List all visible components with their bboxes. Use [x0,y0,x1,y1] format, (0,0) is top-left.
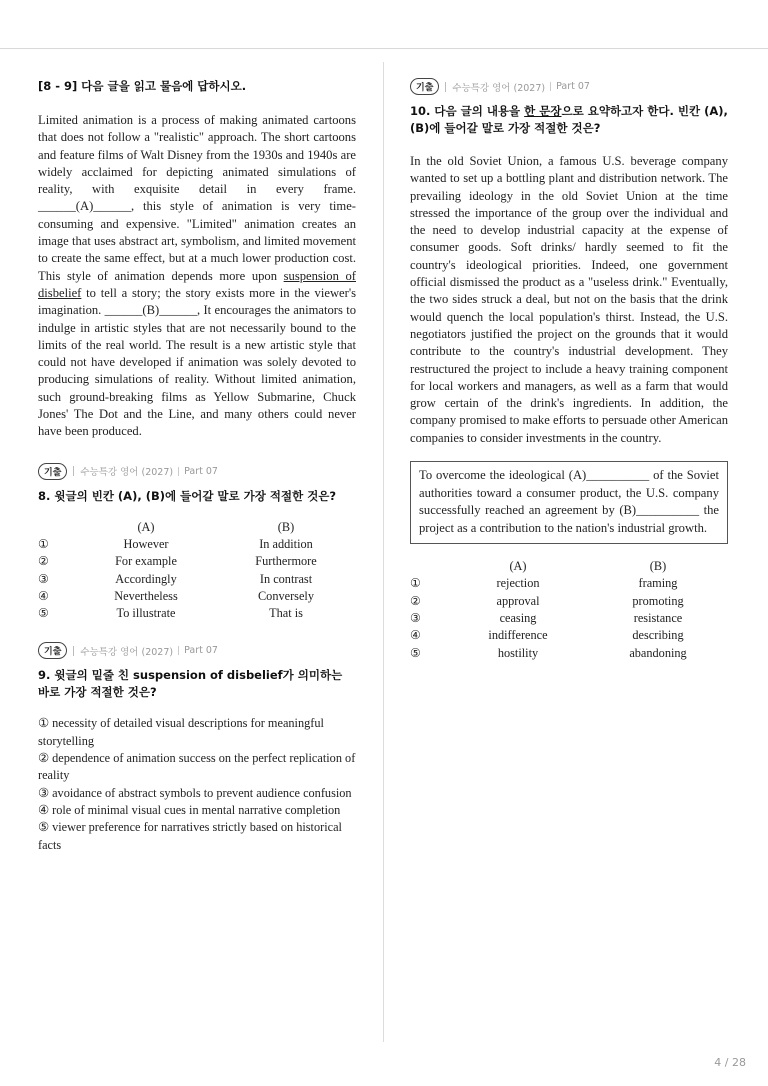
option-number: ① [38,536,49,551]
choice-item[interactable]: ④ role of minimal visual cues in mental narrative completion [38,802,341,817]
option-a-text: Accordingly [115,571,177,586]
tag-separator [550,82,551,91]
badge-label: 기출 [38,463,67,480]
option-number: ④ [38,588,49,603]
option-number: ② [410,593,421,608]
option-row[interactable] [410,610,728,627]
badge-label: 기출 [410,78,439,95]
source-tag [38,642,356,659]
title-text-after: 으로 요약하고자 한다. 빈칸 (A), (B)에 들어갈 말로 가장 적절한 것은? [410,104,728,135]
option-a-text: indifference [488,628,548,643]
option-row[interactable] [38,588,346,605]
option-b-text: framing [638,576,678,591]
passage-text-after: to tell a story; the story exists more in the viewer's imagination. ______(B)______, It encourages the animators to indulge in artistic styles that are not necessarily bound to the limits of the real world. The result is a new artistic style that could not have developed if animation was solely devoted to producing simulations of reality. Without limited animation, such ground-breaking films as Yellow Submarine, Chuck Jones' The Dot and the Line, and many others could never have been produced. [38,285,356,439]
option-a-text: Nevertheless [114,588,178,603]
column-header-a: (A) [137,519,155,534]
choice-item[interactable]: ① necessity of detailed visual descriptions for meaningful storytelling [38,716,324,748]
tag-separator [73,466,74,476]
part-label: Part 07 [556,81,590,92]
column-header-b: (B) [277,519,295,534]
column-divider [383,62,384,1042]
right-column [410,78,728,662]
source-label: 수능특강 영어 (2027) [452,82,546,94]
option-a-text: However [123,536,169,551]
option-row[interactable] [410,575,728,592]
option-a-text: rejection [496,576,540,591]
source-label: 수능특강 영어 (2027) [80,646,174,658]
tag-separator [73,646,74,656]
option-number: ① [410,576,421,591]
choice-item[interactable]: ② dependence of animation success on the perfect replication of reality [38,751,356,783]
underlined-phrase: suspension of disbelief [38,268,356,300]
option-b-text: Furthermore [255,554,317,569]
option-number: ③ [410,610,421,625]
section-heading: [8 - 9] 다음 글을 읽고 물음에 답하시오. [38,79,247,93]
option-b-text: abandoning [629,645,687,660]
option-a-text: approval [496,593,540,608]
option-number: ⑤ [410,645,421,660]
question-10 [410,78,728,662]
left-column [38,78,356,854]
option-row[interactable] [38,571,346,588]
option-row[interactable] [410,627,728,644]
option-row[interactable] [38,605,346,622]
tag-separator [178,467,179,476]
question-title: 8. 윗글의 빈칸 (A), (B)에 들어갈 말로 가장 적절한 것은? [38,488,337,503]
question-title [410,103,728,137]
option-b-text: describing [632,628,684,643]
options-table [38,519,346,623]
option-number: ③ [38,571,49,586]
option-number: ⑤ [38,606,49,621]
tag-separator [178,646,179,655]
option-number: ② [38,554,49,569]
option-row[interactable] [38,553,346,570]
option-b-text: In addition [259,536,313,551]
source-tag [38,463,356,480]
question-title: 9. 윗글의 밑줄 친 suspension of disbelief가 의미하는 바로 가장 적절한 것은? [38,668,343,700]
source-label: 수능특강 영어 (2027) [80,467,174,479]
passage-8-9 [38,112,356,441]
passage-10: In the old Soviet Union, a famous U.S. beverage company wanted to set up a bottling plant and distribution network. The prevailing ideology in the old Soviet Union at the time stressed the importance of the group over the individual and the need to develop industrial capacity at the expense of consumer goods. Soft drinks/ hardly seemed to fit the country's ideological priorities. Indeed, one government official dismissed the product as a "useless drink." Eventually, the two sides struck a deal, but not on the basis that the drink would quench the local population's thirst. Instead, the U.S. negotiators justified the project on the grounds that it would contribute to the country's industrial development. They restructured the project to include a heavy training component for local workers and managers, as well as a farm that would grow certain of the drink's ingredients. In addition, the company promised to make efforts to persuade other American companies to consider investments in the country. [410,154,728,445]
choice-item[interactable]: ③ avoidance of abstract symbols to prevent audience confusion [38,785,352,800]
option-b-text: promoting [632,593,684,608]
option-b-text: resistance [633,610,683,625]
title-text-before: 10. 다음 글의 내용을 [410,104,525,118]
choices-list [38,715,356,853]
option-row[interactable] [38,536,346,553]
badge-label: 기출 [38,642,67,659]
question-8 [38,463,356,623]
options-header-row [410,558,728,575]
source-tag [410,78,728,95]
summary-box: To overcome the ideological (A)__________ of the Soviet authorities toward a consumer product, the U.S. company successfully reached an agreement by (B)__________ the project as a contribution to the nation's industrial growth. [410,461,728,544]
option-number: ④ [410,628,421,643]
option-b-text: In contrast [259,571,313,586]
tag-separator [445,82,446,92]
page-number: 4 / 28 [714,1056,746,1069]
option-a-text: To illustrate [116,606,176,621]
option-b-text: Conversely [257,588,314,603]
option-a-text: For example [115,554,177,569]
part-label: Part 07 [184,465,218,477]
column-header-b: (B) [649,559,667,574]
title-underlined: 한 문장 [524,104,562,118]
option-a-text: ceasing [499,610,537,625]
part-label: Part 07 [184,645,218,657]
question-9 [38,642,356,853]
options-header-row [38,519,346,536]
option-a-text: hostility [497,645,539,660]
option-row[interactable] [410,593,728,610]
column-header-a: (A) [509,559,527,574]
options-table [410,558,728,662]
choice-item[interactable]: ⑤ viewer preference for narratives strictly based on historical facts [38,820,342,852]
option-b-text: That is [269,606,303,621]
passage-text-before: Limited animation is a process of making animated cartoons that does not follow a "realistic" approach. The short cartoons and feature films of Walt Disney from the 1930s and 1940s are widely acclaimed for depicting animated simulations of reality, with exquisite detail in every frame. ______(A)______, this style of animation is very time-consuming and expensive. "Limited" animation creates an image that uses abstract art, symbolism, and limited movement to create the same effect, but at a much lower production cost. This style of animation depends more upon [38,113,356,283]
header-rule [0,48,768,49]
option-row[interactable] [410,645,728,662]
